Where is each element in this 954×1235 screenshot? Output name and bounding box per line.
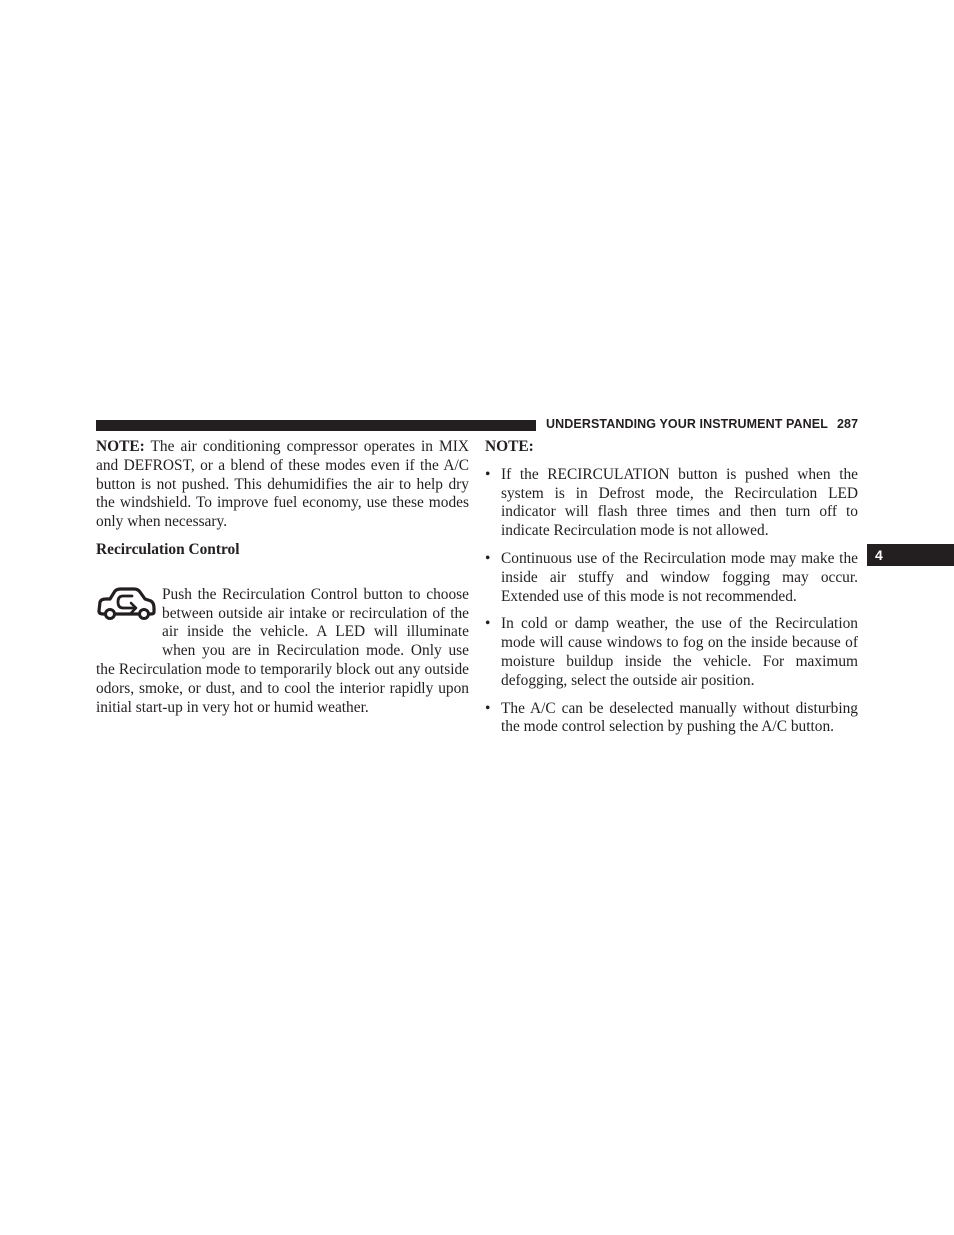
bullet-text: The A/C can be deselected manually without disturbing the mode control selection by pushing the A/C button. (501, 699, 858, 736)
left-column (96, 438, 469, 717)
right-column (485, 438, 858, 746)
list-item (485, 615, 858, 690)
recirculation-section (96, 586, 469, 718)
page-number: 287 (836, 417, 859, 431)
note-label: NOTE: (96, 438, 145, 455)
bullet-text: Continuous use of the Recirculation mode may make the inside air stuffy and window fogging may occur. Extended use of this mode is not recommended. (501, 549, 858, 605)
list-item (485, 466, 858, 541)
section-heading: Recirculation Control (96, 540, 240, 558)
list-item (485, 550, 858, 606)
bullet: • (485, 465, 491, 483)
running-header (546, 417, 858, 431)
bullet: • (485, 615, 491, 633)
chapter-tab: 4 (867, 544, 954, 566)
note-heading: NOTE: (485, 438, 534, 455)
recirculation-body: Push the Recirculation Control button to choose between outside air intake or recirculation of the air inside the vehicle. A LED will illuminate when you are in Recirculation mode. Only use the Recirculation mode to temporarily block out any outside odors, smoke, or dust, and to cool the interior rapidly upon initial start-up in very hot or humid weather. (96, 585, 469, 716)
recirculation-icon-graphic (96, 582, 156, 632)
note-text: The air conditioning compressor operates in MIX and DEFROST, or a blend of these modes even if the A/C button is not pushed. This dehumidifies the air to help dry the windshield. To improve fuel economy, use these modes only when necessary. (96, 438, 469, 531)
ac-note (96, 438, 469, 532)
bullet-text: If the RECIRCULATION button is pushed when the system is in Defrost mode, the Recirculation LED indicator will flash three times and then turn off to indicate Recirculation mode is not allowed. (501, 465, 858, 540)
section-title: UNDERSTANDING YOUR INSTRUMENT PANEL (546, 417, 828, 431)
header-rule (96, 420, 536, 431)
bullet-text: In cold or damp weather, the use of the Recirculation mode will cause windows to fog on the inside because of moisture buildup inside the vehicle. For maximum defogging, select the outside air position. (501, 615, 858, 689)
note-bullet-list (485, 466, 858, 737)
bullet: • (485, 699, 491, 717)
list-item (485, 700, 858, 738)
bullet: • (485, 549, 491, 567)
recirculation-icon (96, 582, 162, 660)
